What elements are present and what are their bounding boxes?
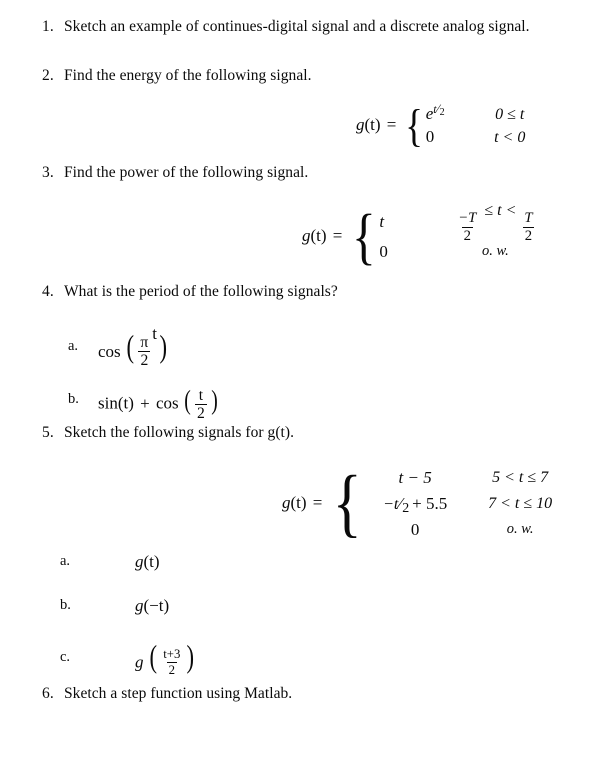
sub-item-5a-letter: a.	[60, 553, 71, 569]
sub-item-5a	[60, 553, 160, 570]
sub-item-5a-expression	[135, 553, 160, 570]
pi-over-two-fraction	[138, 335, 150, 369]
frac-denominator: 2	[196, 405, 205, 423]
equation-q5-case-2-condition: 7 < t ≤ 10	[488, 495, 553, 513]
sub-item-4b-letter: b.	[68, 391, 79, 408]
function-argument: (t)	[143, 552, 160, 571]
question-item-3	[42, 164, 308, 182]
equation-q3-case-1-value: t	[379, 211, 385, 231]
function-g: g	[135, 596, 144, 615]
question-number-2: 2.	[42, 67, 54, 84]
question-item-5	[42, 424, 294, 442]
sub-item-4a-expression	[98, 325, 169, 369]
cos-function-name: cos	[98, 341, 121, 361]
equation-q2-case-1-condition: 0 ≤ t	[495, 105, 525, 123]
t-plus-3-over-2-fraction	[161, 648, 182, 677]
question-text-1: Sketch an example of continues-digital signal and a discrete analog signal.	[64, 18, 530, 35]
sub-item-5c	[60, 638, 196, 677]
equation-q2-lhs-fn: g	[356, 114, 365, 134]
frac-numerator: T	[524, 210, 533, 227]
sub-item-4b	[68, 378, 219, 422]
sub-item-5c-letter: c.	[60, 648, 71, 665]
question-item-1	[42, 18, 530, 36]
question-text-4: What is the period of the following signals?	[64, 283, 338, 300]
equation-q2-case-1-base: e	[425, 104, 434, 123]
frac-numerator: t	[198, 386, 204, 404]
question-text-6: Sketch a step function using Matlab.	[64, 685, 293, 702]
frac-denominator: 2	[140, 352, 149, 370]
question-number-1: 1.	[42, 18, 54, 35]
variable-t: t	[152, 324, 158, 343]
equation-q3-equals: =	[332, 225, 343, 245]
paren-open: (	[149, 639, 157, 675]
equation-q5-case-1-condition: 5 < t ≤ 7	[492, 469, 549, 487]
equation-q3-lhs-fn: g	[302, 225, 311, 245]
sub-item-5b-expression	[135, 597, 169, 614]
equation-q3-case-2-condition: o. w.	[482, 243, 509, 260]
sin-term: sin(t)	[98, 393, 134, 413]
sub-item-4b-expression	[98, 378, 219, 422]
equation-q5-equals: =	[312, 492, 323, 512]
equation-q5-piecewise	[329, 461, 576, 546]
equation-q2-case-1-exp-num: t	[433, 102, 437, 116]
equation-q2-case-1-value: $e^{t⁄_2}$	[425, 101, 445, 123]
equation-q5-case-2-suffix: + 5.5	[412, 493, 448, 513]
paren-open: (	[126, 328, 134, 364]
question-item-6	[42, 685, 292, 703]
equation-q3-piecewise	[349, 202, 556, 271]
equation-q2-equals: =	[386, 114, 397, 134]
paren-group	[125, 325, 169, 369]
equation-q5-case-1-value: t − 5	[398, 467, 432, 487]
sub-item-5b	[60, 597, 169, 614]
sub-item-5b-letter: b.	[60, 597, 71, 613]
frac-numerator: π	[140, 333, 149, 351]
question-number-3: 3.	[42, 164, 54, 181]
equation-q2-lhs-arg: (t)	[364, 114, 381, 134]
equation-q3	[302, 202, 555, 271]
equation-q2-case-2-condition: t < 0	[494, 128, 526, 146]
paren-group	[148, 638, 196, 677]
question-number-5: 5.	[42, 424, 54, 441]
equation-q5-lhs-fn: g	[282, 492, 291, 512]
paren-open: (	[184, 384, 191, 415]
equation-q5-case-2-numerator: −t	[382, 495, 399, 513]
paren-close: )	[211, 384, 218, 415]
equation-q5-case-2-denominator: 2	[402, 501, 410, 517]
question-item-4	[42, 283, 338, 301]
question-number-6: 6.	[42, 685, 54, 702]
equation-q5	[282, 461, 576, 546]
frac-denominator: 2	[168, 663, 176, 678]
left-brace-icon: {	[351, 202, 376, 271]
question-item-2	[42, 67, 312, 85]
frac-denominator: 2	[463, 228, 471, 245]
left-brace-icon: {	[332, 461, 362, 546]
equation-q5-case-3-condition: o. w.	[506, 521, 534, 538]
paren-close: )	[186, 639, 195, 675]
frac-denominator: 2	[524, 228, 533, 245]
function-g: g	[135, 552, 144, 571]
plus-operator: +	[140, 393, 150, 413]
equation-q5-case-3-value: 0	[410, 519, 420, 539]
question-text-5: Sketch the following signals for g(t).	[64, 424, 295, 441]
equation-q2	[356, 99, 540, 151]
question-text-2: Find the energy of the following signal.	[64, 67, 312, 84]
equation-q3-cond-relation: ≤ t <	[484, 202, 517, 220]
equation-q2-case-2-value: 0	[425, 126, 435, 146]
sub-item-4a	[68, 325, 169, 369]
question-text-3: Find the power of the following signal.	[64, 164, 309, 181]
left-brace-icon: {	[404, 99, 423, 151]
question-number-4: 4.	[42, 283, 54, 300]
function-argument: (−t)	[143, 596, 170, 615]
equation-q2-piecewise	[403, 99, 540, 151]
sub-item-5c-expression	[135, 638, 196, 677]
t-over-two-fraction	[195, 388, 207, 422]
equation-q2-case-1-exp-den: 2	[439, 107, 445, 119]
equation-q3-lhs-arg: (t)	[310, 225, 327, 245]
cos-function-name: cos	[155, 393, 179, 413]
equation-q5-case-2-value: $-t⁄_2 + 5.5$	[382, 493, 448, 517]
equation-q3-case-2-value: 0	[379, 241, 388, 261]
paren-close: )	[159, 328, 168, 364]
frac-numerator: t+3	[163, 647, 181, 662]
equation-q5-lhs-arg: (t)	[290, 492, 307, 512]
paren-group	[183, 378, 219, 422]
frac-numerator: −T	[458, 210, 477, 227]
sub-item-4a-letter: a.	[68, 338, 79, 355]
function-g: g	[135, 652, 144, 672]
